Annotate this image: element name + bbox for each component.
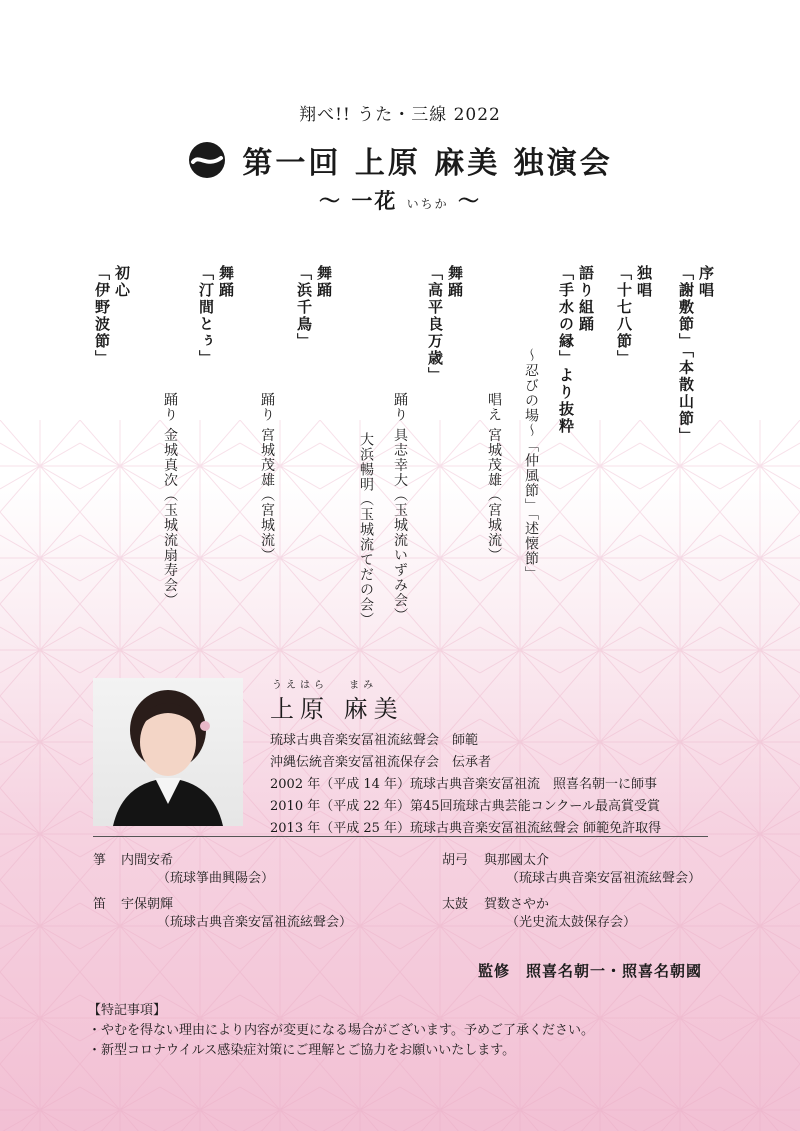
performer-entry (93, 896, 352, 932)
program-piece: 「浜千鳥」 (295, 265, 313, 350)
name-ruby: うえはら まみ (272, 680, 378, 691)
notes-item: ・やむを得ない理由により内容が変更になる場合がございます。予めご了承ください。 (88, 1023, 594, 1038)
notes (88, 1001, 594, 1061)
program-item (92, 265, 132, 367)
supervision: 監修 照喜名朝一・照喜名朝國 (478, 962, 703, 980)
tagline-ruby: いちか (406, 197, 449, 211)
page-title: 第一回 上原 麻美 独演会 (242, 146, 613, 181)
performer-entry (93, 852, 274, 888)
notes-heading: 【特記事項】 (88, 1003, 167, 1018)
program-performer: 唱え 宮城茂雄（宮城流） (486, 392, 502, 563)
event-subtitle: 翔べ!! うた・三線 2022 (299, 105, 501, 125)
program-label: 語り組踊 (577, 265, 595, 333)
program-item (676, 265, 716, 445)
title-row (0, 138, 800, 182)
crest-logo-icon (187, 140, 227, 180)
performer-role: 笛 (93, 897, 107, 912)
program-label: 舞踊 (446, 265, 464, 299)
performer-entry-name: 内間安希 (121, 853, 174, 868)
performer-affiliation: （光史流太鼓保存会） (506, 915, 637, 930)
program-piece: 「伊野波節」 (93, 265, 111, 367)
program-performer: 大浜暢明（玉城流てだの会） (358, 432, 374, 627)
portrait-illustration (93, 678, 243, 826)
program-piece: 「十七八節」 (615, 265, 633, 367)
tagline-end: 〜 (457, 188, 481, 213)
performer-affiliation: （琉球古典音楽安冨祖流絃聲会） (506, 871, 702, 886)
tagline (0, 185, 800, 215)
performer-affiliation: （琉球古典音楽安冨祖流絃聲会） (157, 915, 353, 930)
performer-portrait (93, 678, 243, 826)
performer-entry-name: 宇保朝輝 (121, 897, 174, 912)
profile-line: 琉球古典音楽安冨祖流絃聲会 師範 (270, 733, 479, 748)
program-item (425, 265, 465, 384)
profile-line: 2010 年（平成 22 年）第45回琉球古典芸能コンクール最高賞受賞 (270, 799, 661, 814)
program-label: 舞踊 (217, 265, 235, 299)
program-label: 序唱 (697, 265, 715, 299)
performer-entry (442, 852, 701, 888)
program-subtitle: 〜忍びの場〜「仲風節」「述懐節」 (523, 348, 539, 581)
performer-name: 上原 麻美 (270, 695, 404, 723)
program-label: 独唱 (635, 265, 653, 299)
profile-line: 沖縄伝統音楽安冨祖流保存会 伝承者 (270, 755, 492, 770)
program-piece: 「謝敷節」「本散山節」 (677, 265, 695, 445)
profile-line: 2002 年（平成 14 年）琉球古典音楽安冨祖流 照喜名朝一に師事 (270, 777, 658, 792)
performer-role: 箏 (93, 853, 107, 868)
performer-entry-name: 賀数さやか (484, 897, 550, 912)
program-performer: 踊り 金城真次（玉城流扇寿会） (162, 392, 178, 608)
performer-entry-name: 與那國太介 (484, 853, 550, 868)
profile-line: 2013 年（平成 25 年）琉球古典音楽安冨祖流絃聲会 師範免許取得 (270, 821, 662, 836)
program-item (294, 265, 334, 350)
program-piece: 「汀間とぅ」 (197, 265, 215, 367)
performer-affiliation: （琉球箏曲興陽会） (157, 871, 275, 886)
divider (93, 836, 708, 837)
program-piece: 「手水の縁」より抜粋 (557, 265, 575, 435)
program-item (614, 265, 654, 367)
program-label: 初心 (113, 265, 131, 299)
program-piece: 「高平良万歳」 (426, 265, 444, 384)
program-performer: 踊り 宮城茂雄（宮城流） (259, 392, 275, 563)
program-performer: 踊り 具志幸大（玉城流いずみ会） (392, 392, 408, 623)
profile (270, 676, 661, 840)
notes-item: ・新型コロナウイルス感染症対策にご理解とご協力をお願いいたします。 (88, 1043, 516, 1058)
tagline-main: 〜 一花 (319, 188, 398, 213)
program-item (196, 265, 236, 367)
program-label: 舞踊 (315, 265, 333, 299)
program-item (556, 265, 596, 435)
performer-entry (442, 896, 636, 932)
performer-role: 太鼓 (442, 897, 469, 912)
performer-role: 胡弓 (442, 853, 469, 868)
